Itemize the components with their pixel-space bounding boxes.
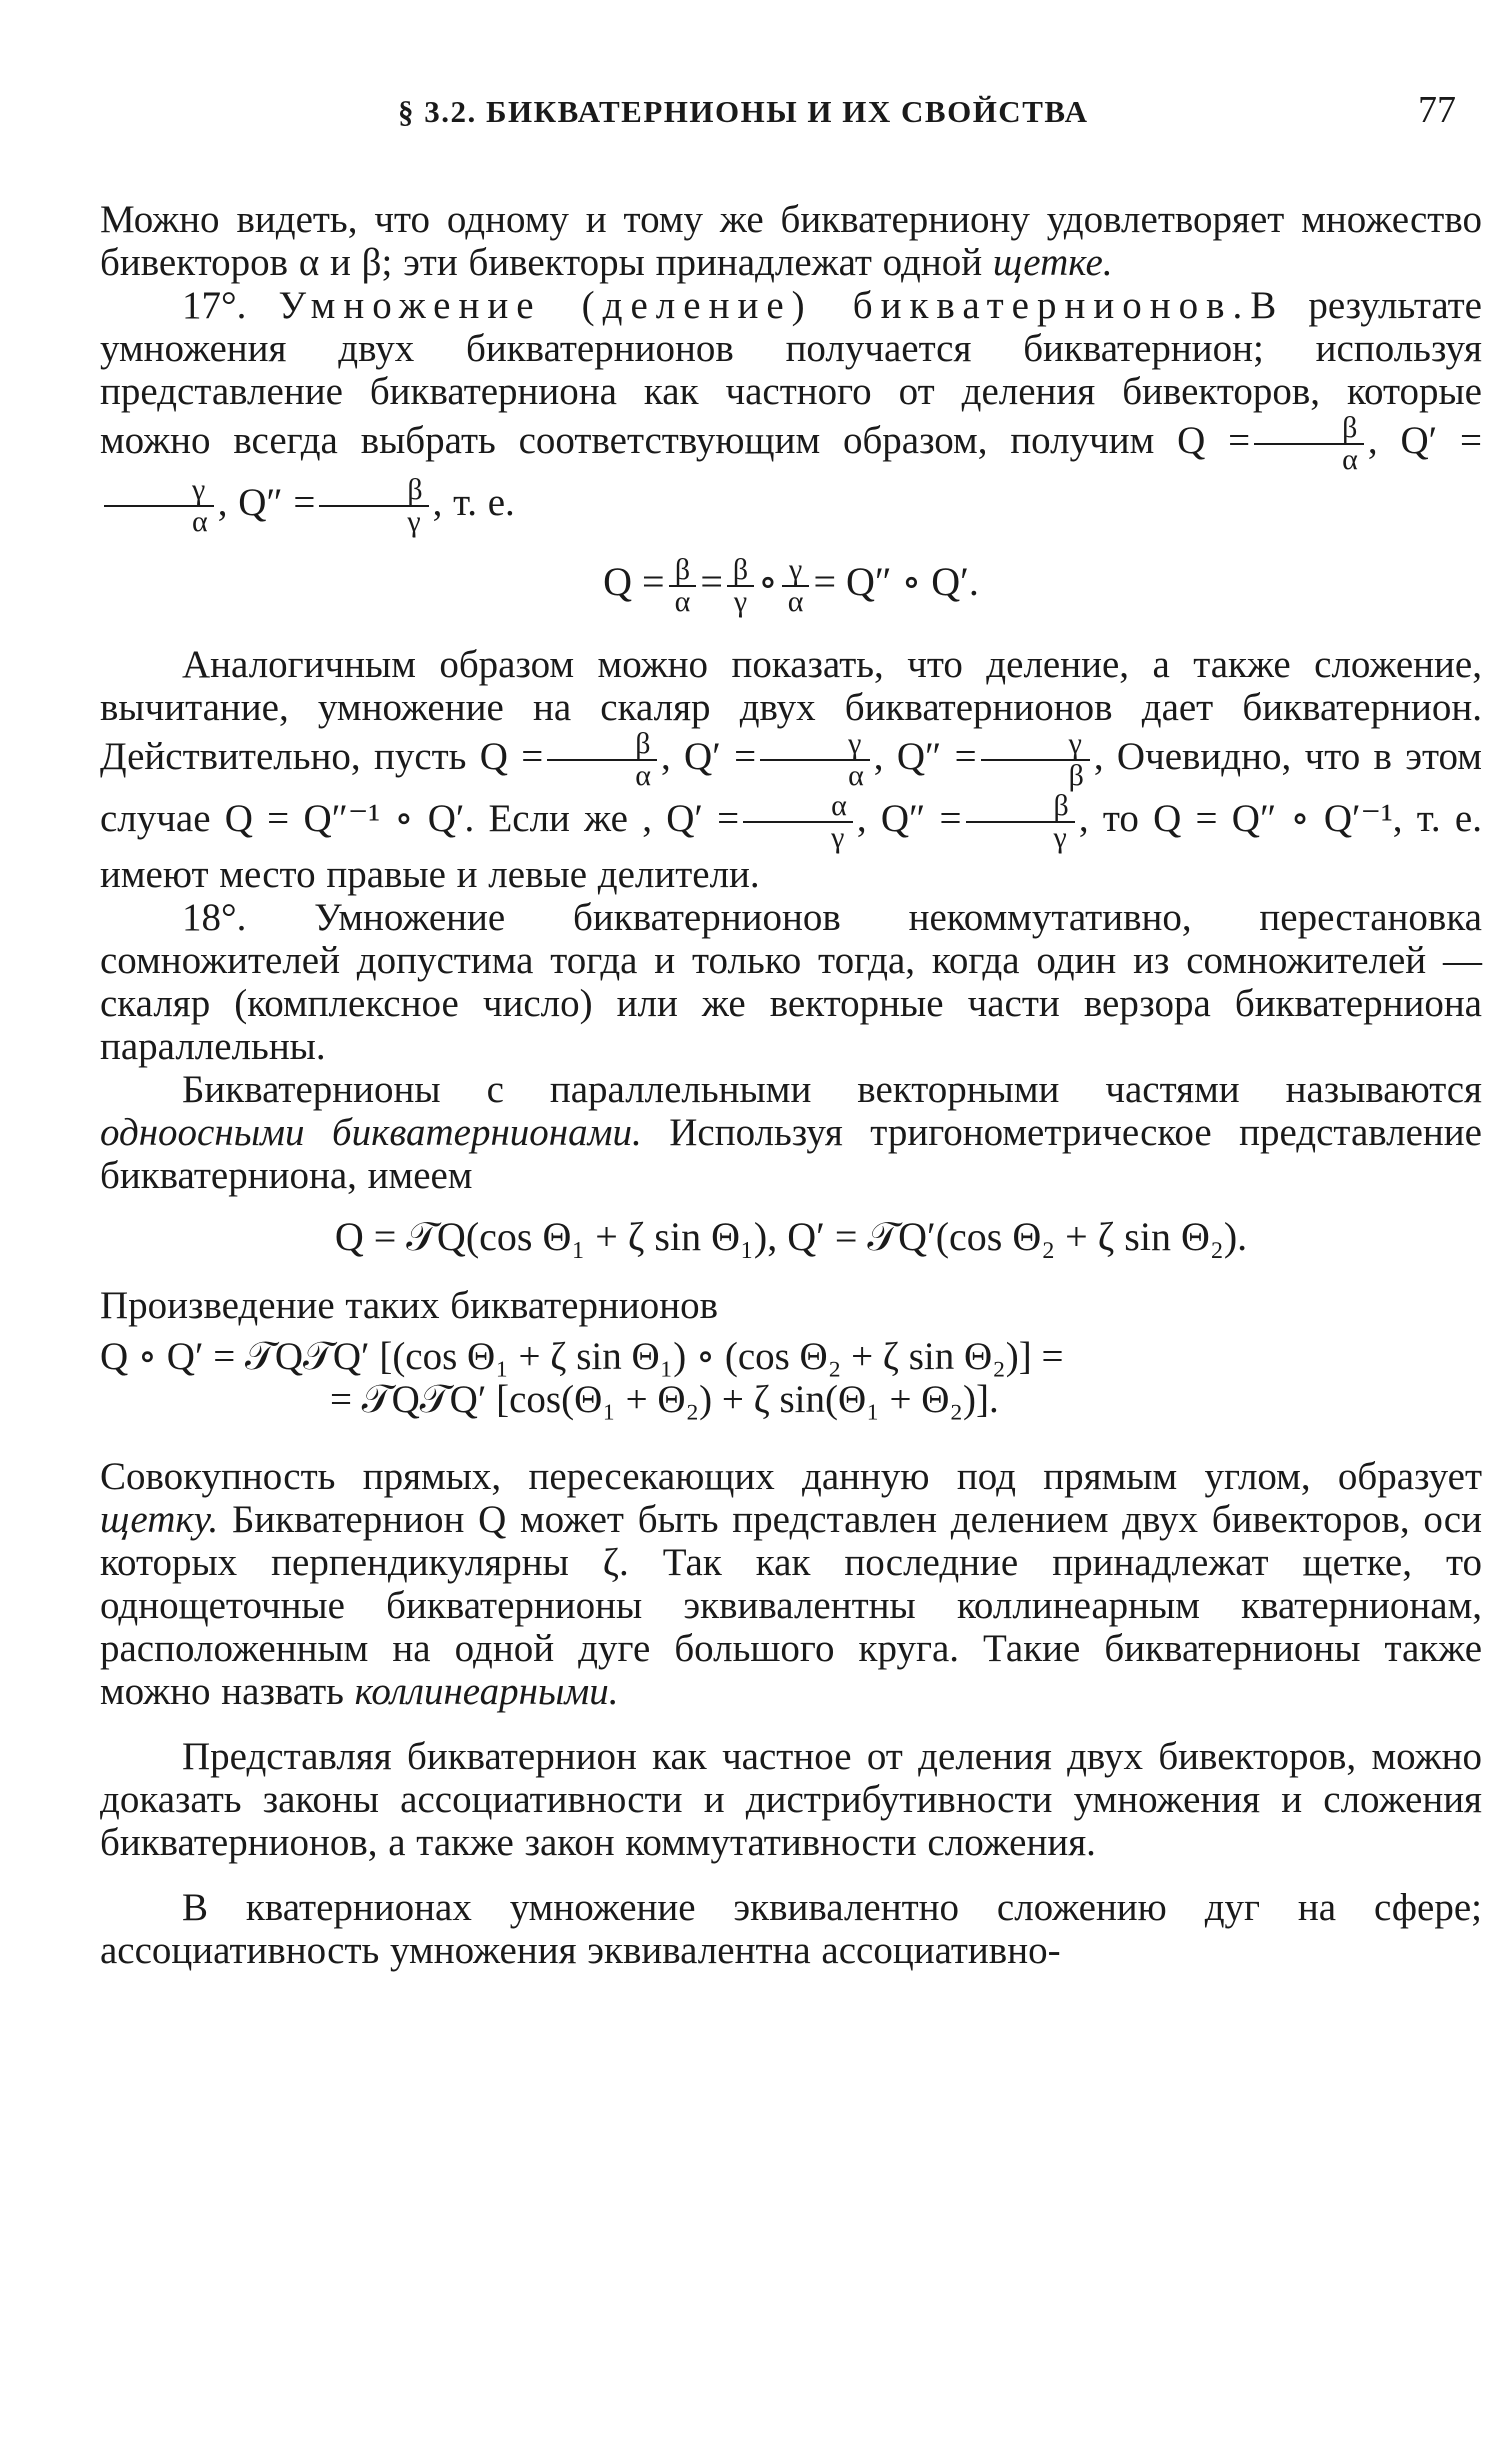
frac-num: β — [319, 475, 428, 507]
frac-num: γ — [981, 729, 1090, 761]
paragraph-brush-text-a: Совокупность прямых, пересекающих данную под прямым углом, образует — [100, 1455, 1482, 1498]
frac-den: α — [1342, 443, 1358, 476]
term-uniaxial-biquaternions: одноосными бикватернионами. — [100, 1111, 642, 1154]
inline-q1: , Q′ = — [642, 796, 740, 840]
paragraph-1 — [100, 198, 1482, 284]
running-head: § 3.2. БИКВАТЕРНИОНЫ И ИХ СВОЙСТВА — [398, 94, 1089, 129]
term-brush-2: щетку. — [100, 1498, 219, 1541]
inline-q1: , Q′ = — [660, 734, 757, 778]
comma: , — [432, 480, 443, 524]
inline-q: Q = — [1177, 418, 1251, 462]
chain-circ: ∘ — [758, 559, 778, 605]
fraction-beta-alpha — [1254, 413, 1364, 475]
frac-num: β — [966, 791, 1075, 823]
comma: , — [1093, 734, 1104, 778]
frac-den: γ — [831, 821, 845, 854]
frac-num: γ — [760, 729, 870, 761]
inline-q: Q = — [479, 734, 544, 778]
paragraph-brush — [100, 1455, 1482, 1713]
frac-num: γ — [104, 475, 214, 507]
fraction-gamma-alpha — [782, 555, 810, 617]
inline-q2: , Q″ = — [856, 796, 962, 840]
paragraph-uniaxial-text-b: Используя тригонометрическое представление бикватерниона, имеем — [100, 1111, 1482, 1197]
paragraph-gap — [100, 1713, 1482, 1735]
frac-den: β — [1068, 759, 1084, 792]
frac-num: β — [669, 555, 697, 587]
paragraph-division-text-b: Очевидно, что в этом случае Q = Q″⁻¹ ∘ Q′. Если же — [100, 734, 1482, 840]
paragraph-brush-text-b: Бикватернион Q может быть представлен делением двух бивекторов, оси которых перпендикулярны ζ. Так как последние принадлежат щетке, то однощеточные бикватернионы эквивалентны коллинеарным кватернионам, расположенным на одной дуге большого круга. Такие бикватернионы также можно назвать — [100, 1498, 1482, 1713]
section-number-17: 17°. — [182, 284, 279, 327]
frac-num: γ — [782, 555, 810, 587]
paragraph-gap — [100, 1864, 1482, 1886]
frac-num: β — [547, 729, 657, 761]
inline-q1: , Q′ = — [1367, 418, 1482, 462]
fraction-beta-gamma — [727, 555, 754, 617]
fraction-beta-gamma — [319, 475, 428, 537]
fraction-gamma-alpha — [104, 475, 214, 537]
paragraph-uniaxial — [100, 1068, 1482, 1197]
frac-den: α — [787, 585, 804, 618]
frac-den: α — [192, 505, 208, 538]
inline-q2: , Q″ = — [873, 734, 977, 778]
frac-num: β — [727, 555, 754, 587]
page-number: 77 — [1418, 89, 1456, 131]
fraction-alpha-gamma — [743, 791, 853, 853]
frac-num: β — [1254, 413, 1364, 445]
chain-equals: = — [700, 559, 723, 605]
paragraph-1-text: Можно видеть, что одному и тому же бикватерниону удовлетворяет множество бивекторов α и β; эти бивекторы принадлежат одной — [100, 198, 1482, 284]
fraction-gamma-alpha — [760, 729, 870, 791]
frac-den: α — [635, 759, 651, 792]
fraction-beta-alpha — [547, 729, 657, 791]
display-formula-product-2: = 𝒯Q𝒯Q′ [cos(Θ₁ + Θ₂) + ζ sin(Θ₁ + Θ₂)]. — [330, 1378, 999, 1421]
display-formula-trig: Q = 𝒯Q(cos Θ₁ + ζ sin Θ₁), Q′ = 𝒯Q′(cos Θ₂ + ζ sin Θ₂). — [334, 1214, 1248, 1259]
paragraph-division-text-a: Аналогичным образом можно показать, что деление, а также сложение, вычитание, умножение на скаляр двух бикватернионов дает бикватернион. Действительно, пусть — [100, 643, 1482, 778]
fraction-beta-alpha — [669, 555, 697, 617]
frac-num: α — [743, 791, 853, 823]
frac-den: γ — [733, 585, 748, 618]
term-brush: щетке. — [992, 241, 1113, 284]
frac-den: γ — [1053, 821, 1067, 854]
term-collinear: коллинеарными. — [354, 1670, 619, 1713]
comma: , — [1078, 796, 1089, 840]
paragraph-uniaxial-text-a: Бикватернионы с параллельными векторными частями называются — [182, 1068, 1482, 1111]
body-text — [100, 198, 1482, 1972]
page-header — [0, 82, 1512, 142]
paragraph-17 — [100, 284, 1482, 537]
inline-q2: , Q″ = — [217, 480, 316, 524]
fraction-gamma-beta — [981, 729, 1090, 791]
paragraph-18: 18°. Умножение бикватернионов некоммутативно, перестановка сомножителей допустима тогда и только тогда, когда один из сомножителей — скаляр (комплексное число) или же векторные части верзора бикватерниона параллельны. — [100, 896, 1482, 1068]
paragraph-division — [100, 643, 1482, 896]
frac-den: α — [674, 585, 691, 618]
paragraph-division-text-c: то Q = Q″ ∘ Q′⁻¹, т. е. имеют место правые и левые делители. — [100, 796, 1482, 896]
section-heading-17: Умножение (деление) бикватернионов. — [278, 284, 1251, 327]
paragraph-17-text: В результате умножения двух бикватернионов получается бикватернион; используя представление бикватерниона как частного от деления бивекторов, которые можно всегда выбрать соответствующим образом, получим — [100, 284, 1482, 462]
chain-result: = Q″ ∘ Q′. — [813, 559, 979, 605]
display-formula-product-1: Q ∘ Q′ = 𝒯Q𝒯Q′ [(cos Θ₁ + ζ sin Θ₁) ∘ (cos Θ₂ + ζ sin Θ₂)] = — [100, 1335, 1064, 1378]
frac-den: α — [848, 759, 864, 792]
chain-q: Q = — [603, 559, 665, 605]
paragraph-product-intro: Произведение таких бикватернионов — [100, 1284, 719, 1327]
paragraph-associativity: Представляя бикватернион как частное от деления двух бивекторов, можно доказать законы ассоциативности и дистрибутивности умножения и сложения бикватернионов, а также закон коммутативности сложения. — [100, 1735, 1482, 1864]
frac-den: γ — [407, 505, 421, 538]
paragraph-arcs: В кватернионах умножение эквивалентно сложению дуг на сфере; ассоциативность умножения эквивалентна ассоциативно- — [100, 1886, 1482, 1972]
paragraph-17-tail: т. е. — [442, 480, 515, 524]
fraction-beta-gamma — [966, 791, 1075, 853]
display-formula-chain — [100, 555, 1482, 617]
